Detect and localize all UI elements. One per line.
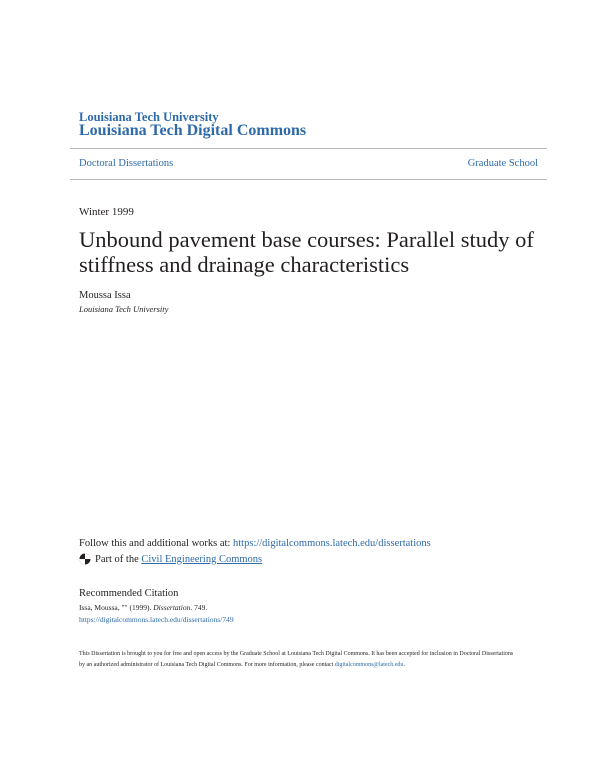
citation-url-link[interactable]: https://digitalcommons.latech.edu/dissertations/749	[79, 615, 234, 624]
citation-prefix: Issa, Moussa, "" (1999).	[79, 603, 154, 612]
notice-text: This Dissertation is brought to you for free and open access by the Graduate School at Louisiana Tech Digital Commons. It has been accepted for inclusion in Doctoral Dissertations by an authorized administrator of Louisiana Tech Digital Commons. For more information, please contact	[79, 651, 514, 668]
header-rule-top	[70, 148, 547, 149]
citation-text	[79, 603, 207, 612]
bepress-network-icon	[79, 553, 91, 565]
access-notice	[79, 649, 519, 671]
follow-line	[79, 538, 431, 549]
document-title: Unbound pavement base courses: Parallel study of stiffness and drainage characteristics	[79, 227, 534, 277]
civil-engineering-commons-link[interactable]: Civil Engineering Commons	[141, 553, 263, 565]
part-of-prefix: Part of the	[95, 553, 139, 565]
notice-end: .	[403, 662, 405, 668]
author-name: Moussa Issa	[79, 290, 131, 301]
header-rule-bottom	[70, 179, 547, 180]
part-of-line	[79, 553, 262, 565]
citation-suffix: . 749.	[190, 603, 208, 612]
publication-date: Winter 1999	[79, 206, 134, 218]
repository-name[interactable]: Louisiana Tech Digital Commons	[79, 122, 307, 139]
contact-email-link[interactable]: digitalcommons@latech.edu	[334, 662, 404, 668]
collection-link[interactable]: Doctoral Dissertations	[79, 158, 174, 169]
school-link[interactable]: Graduate School	[467, 158, 538, 169]
citation-italic: Dissertation	[153, 603, 191, 612]
follow-link[interactable]: https://digitalcommons.latech.edu/dissertations	[233, 538, 431, 549]
university-name: Louisiana Tech University	[79, 110, 219, 124]
follow-prefix: Follow this and additional works at:	[79, 538, 233, 549]
author-affiliation: Louisiana Tech University	[79, 304, 169, 314]
citation-heading: Recommended Citation	[79, 588, 179, 599]
